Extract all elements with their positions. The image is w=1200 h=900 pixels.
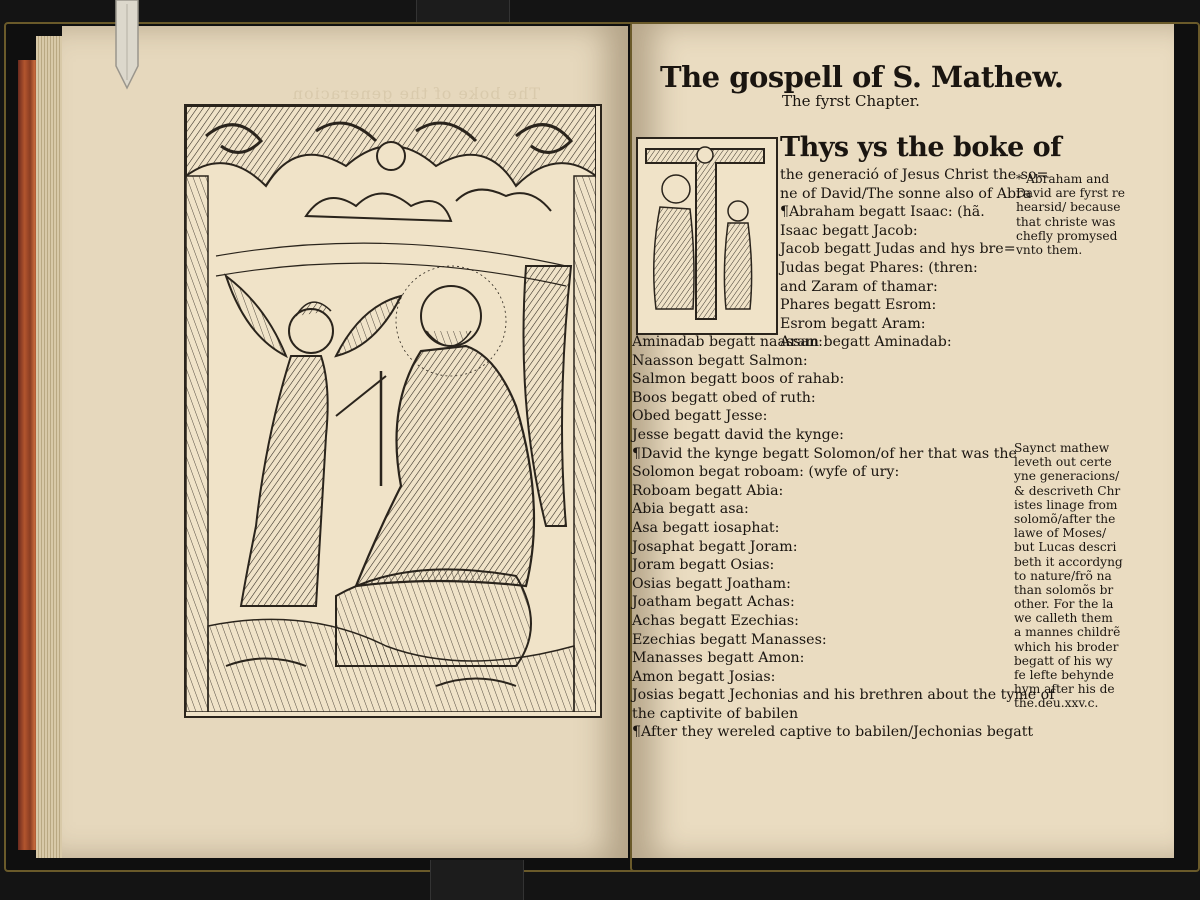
- note-line: but Lucas descri: [1014, 540, 1117, 555]
- verse-line: Isaac begatt Jacob:: [780, 222, 918, 239]
- verse-line: Amon begatt Josias:: [632, 668, 776, 685]
- verse-line: Ezechias begatt Manasses:: [632, 631, 827, 648]
- verse-line: and Zaram of thamar:: [780, 278, 938, 295]
- decorated-initial-woodcut: [636, 137, 778, 335]
- verse-line: Aminadab begatt naassan:: [632, 334, 823, 350]
- margin-note-abraham: [1016, 172, 1125, 257]
- note-line: David are fyrst re: [1016, 186, 1125, 201]
- verse-line: Naasson begatt Salmon:: [632, 352, 808, 369]
- verse-line: Aram begatt Aminadab:: [780, 334, 952, 351]
- note-line: Saynct mathew: [1014, 441, 1110, 455]
- note-line: a mannes childrẽ: [1014, 625, 1121, 640]
- verse-line: Abia begatt asa:: [632, 501, 749, 518]
- indented-verse-block: [780, 166, 1048, 352]
- verse-line: Jacob begatt Judas and hys bre=: [780, 241, 1016, 258]
- page-title: The gospell of S. Mathew.: [660, 60, 1064, 94]
- note-line: to nature/frõ na: [1014, 568, 1112, 583]
- note-line: that christe was: [1016, 214, 1116, 229]
- note-line: than solomõs br: [1014, 582, 1114, 597]
- verse-line: the captivite of babilen: [632, 705, 799, 722]
- note-line: the.deu.xxv.c.: [1014, 696, 1099, 711]
- woodcut-illustration: [184, 104, 602, 718]
- bookmark-clip[interactable]: [112, 0, 142, 90]
- verse-line: ¶David the kynge begatt Solomon/of her that was the: [632, 445, 1017, 462]
- verse-line: Roboam begatt Abia:: [632, 482, 784, 499]
- verse-line: Phares begatt Esrom:: [780, 297, 937, 314]
- note-line: which his broder: [1014, 639, 1119, 654]
- opening-line: Thys ys the boke of: [780, 132, 1062, 163]
- note-line: & descriveth Chr: [1014, 483, 1121, 498]
- verse-line: the generació of Jesus Christ the so=: [780, 167, 1049, 183]
- bleed-through-text: The boke of the generacion: [291, 84, 540, 103]
- verse-line: Manasses begatt Amon:: [632, 650, 805, 667]
- verse-line: Solomon begat roboam: (wyfe of ury:: [632, 464, 900, 481]
- chapter-heading: The fyrst Chapter.: [782, 92, 920, 110]
- verse-line: Joram begatt Osias:: [632, 557, 775, 574]
- verse-line: Obed begatt Jesse:: [632, 408, 768, 425]
- note-line: yne generacions/: [1014, 469, 1120, 484]
- verse-line: Josaphat begatt Joram:: [632, 538, 798, 555]
- note-line: vnto them.: [1016, 242, 1083, 257]
- note-line: hearsid/ because: [1016, 200, 1121, 215]
- note-line: solomõ/after the: [1014, 511, 1116, 526]
- verse-line: Salmon begatt boos of rahab:: [632, 371, 845, 388]
- verse-line: Asa begatt iosaphat:: [632, 519, 780, 536]
- margin-note-mathew: [1014, 441, 1123, 711]
- verse-line: Josias begatt Jechonias and his brethren about the tyme of: [632, 687, 1055, 704]
- verse-line: Achas begatt Ezechias:: [632, 612, 799, 629]
- note-line: lawe of Moses/: [1014, 526, 1107, 541]
- note-line: other. For the la: [1014, 597, 1114, 612]
- note-line: leveth out certe: [1014, 455, 1112, 470]
- verse-line: Esrom begatt Aram:: [780, 315, 926, 332]
- note-line: istes linage from: [1014, 497, 1118, 512]
- note-line: we calleth them: [1014, 611, 1113, 626]
- note-line: * Abraham and: [1016, 172, 1110, 186]
- verse-line: Jesse begatt david the kynge:: [632, 426, 844, 443]
- full-verse-block: [632, 333, 1054, 742]
- verse-line: Judas begat Phares: (thren:: [780, 259, 978, 276]
- note-line: begatt of his wy: [1014, 653, 1113, 668]
- verse-line: ¶After they wereled captive to babilen/Jechonias begatt: [632, 724, 1034, 741]
- note-line: chefly promysed: [1016, 228, 1118, 243]
- verse-line: ¶Abraham begatt Isaac: (hã.: [780, 204, 985, 221]
- verse-line: Osias begatt Joatham:: [632, 575, 791, 592]
- note-line: beth it accordyng: [1014, 554, 1123, 569]
- verse-line: ne of David/The sonne also of Abra: [780, 185, 1032, 202]
- verse-line: Boos begatt obed of ruth:: [632, 389, 816, 406]
- note-line: hym after his de: [1014, 682, 1115, 697]
- verse-line: Joatham begatt Achas:: [632, 594, 795, 611]
- book-strap-bottom: [430, 860, 524, 900]
- note-line: fe lefte behynde: [1014, 668, 1114, 682]
